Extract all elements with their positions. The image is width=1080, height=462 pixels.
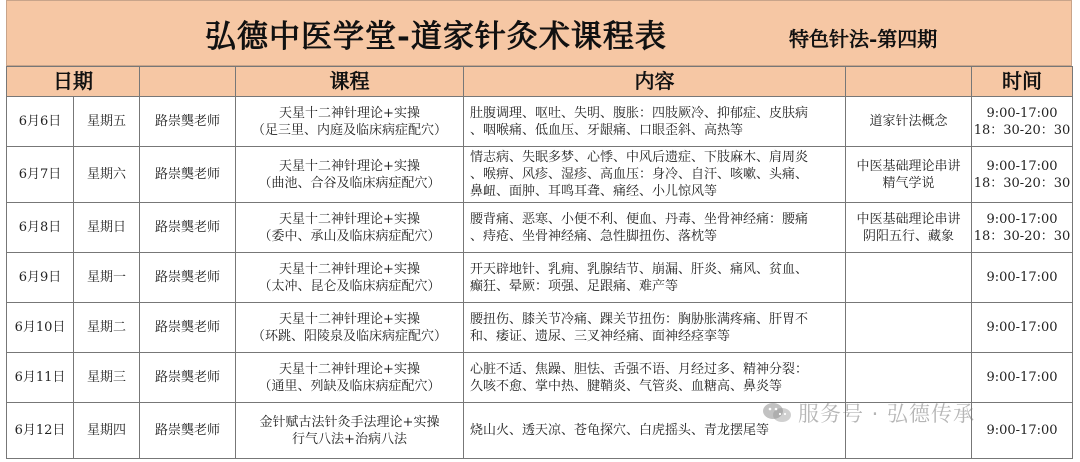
teacher-cell-line: 路崇龑老师 [154, 114, 220, 129]
weekday-cell [74, 97, 140, 147]
course-cell-line: （曲池、合谷及临床病症配穴） [258, 175, 441, 191]
header-time: 时间 [972, 67, 1073, 97]
time-cell [972, 303, 1073, 353]
content-cell [464, 253, 846, 303]
course-cell-line: 行气八法+治病八法 [292, 431, 407, 447]
course-cell [236, 97, 464, 147]
content-cell-line: 、痔疮、坐骨神经痛、急性脚扭伤、落枕等 [470, 228, 718, 244]
teacher-cell-line: 路崇龑老师 [154, 320, 220, 335]
watermark [762, 398, 975, 428]
wechat-logo-icon [762, 402, 792, 424]
teacher-cell [140, 203, 236, 253]
date-cell-line: 6月10日 [14, 320, 66, 335]
weekday-cell [74, 147, 140, 203]
table-row [7, 203, 1073, 253]
time-cell-line: 18：30-20：30 [973, 175, 1071, 191]
watermark-text: 服务号 · 弘德传承 [798, 402, 976, 426]
topic-cell-line: 精气学说 [882, 175, 935, 191]
teacher-cell-line: 路崇龑老师 [154, 167, 220, 182]
course-cell [236, 353, 464, 403]
content-cell-line: 、咽喉痛、低血压、牙龈痛、口眼歪斜、高热等 [470, 122, 744, 138]
time-cell-line: 9:00-17:00 [986, 370, 1058, 385]
date-cell [7, 403, 74, 459]
course-cell [236, 303, 464, 353]
topic-cell-line: 道家针法概念 [869, 114, 948, 129]
time-cell-line: 9:00-17:00 [986, 320, 1058, 335]
schedule-sheet [6, 0, 1074, 460]
topic-cell-line: 中医基础理论串讲 [856, 158, 961, 174]
content-cell [464, 353, 846, 403]
weekday-cell-line: 星期一 [86, 270, 126, 285]
teacher-cell [140, 303, 236, 353]
table-row [7, 147, 1073, 203]
content-cell [464, 97, 846, 147]
topic-cell [846, 203, 972, 253]
title-bar [6, 0, 1072, 66]
date-cell-line: 6月12日 [14, 423, 66, 438]
topic-cell [846, 353, 972, 403]
header-course: 课程 [236, 67, 464, 97]
date-cell [7, 253, 74, 303]
content-cell-line: 情志病、失眠多梦、心悸、中风后遗症、下肢麻木、肩周炎 [470, 150, 809, 165]
course-cell-line: （通里、列缺及临床病症配穴） [258, 378, 441, 394]
topic-cell [846, 97, 972, 147]
header-blank [140, 67, 236, 97]
header-content: 内容 [464, 67, 846, 97]
time-cell-line: 9:00-17:00 [986, 211, 1058, 227]
weekday-cell-line: 星期四 [86, 423, 126, 438]
content-cell [464, 147, 846, 203]
date-cell [7, 303, 74, 353]
weekday-cell-line: 星期五 [86, 114, 126, 129]
table-row [7, 253, 1073, 303]
teacher-cell-line: 路崇龑老师 [154, 270, 220, 285]
teacher-cell-line: 路崇龑老师 [154, 220, 220, 235]
time-cell-line: 18：30-20：30 [973, 228, 1071, 244]
weekday-cell-line: 星期二 [86, 320, 126, 335]
content-cell-line: 和、痿证、遗尿、三叉神经痛、面神经痉挛等 [470, 328, 731, 344]
time-cell-line: 9:00-17:00 [986, 423, 1058, 438]
table-row [7, 303, 1073, 353]
weekday-cell-line: 星期日 [86, 220, 126, 235]
content-cell-line: 肚腹调理、呕吐、失明、腹胀：四肢厥冷、抑郁症、皮肤病 [470, 105, 809, 121]
weekday-cell [74, 303, 140, 353]
teacher-cell [140, 353, 236, 403]
time-cell-line: 9:00-17:00 [986, 158, 1058, 174]
course-cell-line: 天星十二神针理论+实操 [279, 105, 420, 121]
course-cell-line: （足三里、内庭及临床病症配穴） [251, 122, 447, 138]
content-cell-line: 腰扭伤、膝关节冷痛、踝关节扭伤：胸胁胀满疼痛、肝胃不 [470, 311, 809, 327]
date-cell [7, 147, 74, 203]
date-cell [7, 97, 74, 147]
content-cell-line: 心脏不适、焦躁、胆怯、舌强不语、月经过多、精神分裂： [470, 361, 809, 377]
weekday-cell [74, 353, 140, 403]
course-cell [236, 253, 464, 303]
page-subtitle: 特色针法-第四期 [789, 27, 938, 51]
table-header-row [7, 67, 1073, 97]
table-row [7, 353, 1073, 403]
header-date: 日期 [7, 67, 140, 97]
teacher-cell [140, 97, 236, 147]
course-cell-line: 天星十二神针理论+实操 [279, 361, 420, 377]
page-title: 弘德中医学堂-道家针灸术课程表 [205, 19, 667, 55]
teacher-cell [140, 253, 236, 303]
course-cell [236, 147, 464, 203]
time-cell [972, 403, 1073, 459]
course-cell-line: （环跳、阳陵泉及临床病症配穴） [251, 328, 447, 344]
content-cell-line: 烧山火、透天凉、苍龟探穴、白虎摇头、青龙摆尾等 [470, 423, 770, 438]
time-cell [972, 147, 1073, 203]
content-cell-line: 鼻衄、面肿、耳鸣耳聋、痛经、小儿惊风等 [470, 184, 718, 199]
weekday-cell [74, 203, 140, 253]
course-cell-line: 天星十二神针理论+实操 [279, 211, 420, 227]
weekday-cell-line: 星期三 [86, 370, 126, 385]
weekday-cell [74, 403, 140, 459]
topic-cell [846, 147, 972, 203]
time-cell [972, 353, 1073, 403]
course-cell-line: 天星十二神针理论+实操 [279, 158, 420, 174]
date-cell-line: 6月6日 [18, 114, 62, 129]
header-blank-2 [846, 67, 972, 97]
teacher-cell [140, 147, 236, 203]
content-cell [464, 203, 846, 253]
time-cell [972, 203, 1073, 253]
date-cell [7, 203, 74, 253]
date-cell-line: 6月9日 [18, 270, 62, 285]
content-cell-line: 开天辟地针、乳痈、乳腺结节、崩漏、肝炎、痛风、贫血、 [470, 261, 809, 277]
content-cell-line: 腰背痛、恶寒、小便不利、便血、丹毒、坐骨神经痛：腰痛 [470, 211, 809, 227]
date-cell [7, 353, 74, 403]
topic-cell [846, 303, 972, 353]
topic-cell-line: 阴阳五行、藏象 [862, 228, 954, 244]
topic-cell-line: 中医基础理论串讲 [856, 211, 961, 227]
teacher-cell-line: 路崇龑老师 [154, 423, 220, 438]
content-cell-line: 癫狂、晕厥：项强、足跟痛、难产等 [470, 278, 679, 294]
content-cell [464, 303, 846, 353]
content-cell-line: 久咳不愈、掌中热、腱鞘炎、气管炎、血糖高、鼻炎等 [470, 378, 783, 394]
course-cell [236, 403, 464, 459]
course-cell-line: 天星十二神针理论+实操 [279, 261, 420, 277]
time-cell-line: 9:00-17:00 [986, 270, 1058, 285]
course-cell-line: （太冲、昆仑及临床病症配穴） [258, 278, 441, 294]
teacher-cell [140, 403, 236, 459]
time-cell [972, 253, 1073, 303]
time-cell-line: 18：30-20：30 [973, 122, 1071, 138]
teacher-cell-line: 路崇龑老师 [154, 370, 220, 385]
topic-cell [846, 253, 972, 303]
course-cell [236, 203, 464, 253]
date-cell-line: 6月8日 [18, 220, 62, 235]
table-row [7, 97, 1073, 147]
course-cell-line: （委中、承山及临床病症配穴） [258, 228, 441, 244]
course-cell-line: 天星十二神针理论+实操 [279, 311, 420, 327]
course-cell-line: 金针赋古法针灸手法理论+实操 [259, 414, 440, 430]
time-cell [972, 97, 1073, 147]
time-cell-line: 9:00-17:00 [986, 105, 1058, 121]
weekday-cell-line: 星期六 [86, 167, 126, 182]
content-cell-line: 、喉痹、风疹、湿疹、高血压：身冷、自汗、咳嗽、头痛、 [470, 167, 809, 182]
weekday-cell [74, 253, 140, 303]
date-cell-line: 6月7日 [18, 167, 62, 182]
date-cell-line: 6月11日 [14, 370, 66, 385]
